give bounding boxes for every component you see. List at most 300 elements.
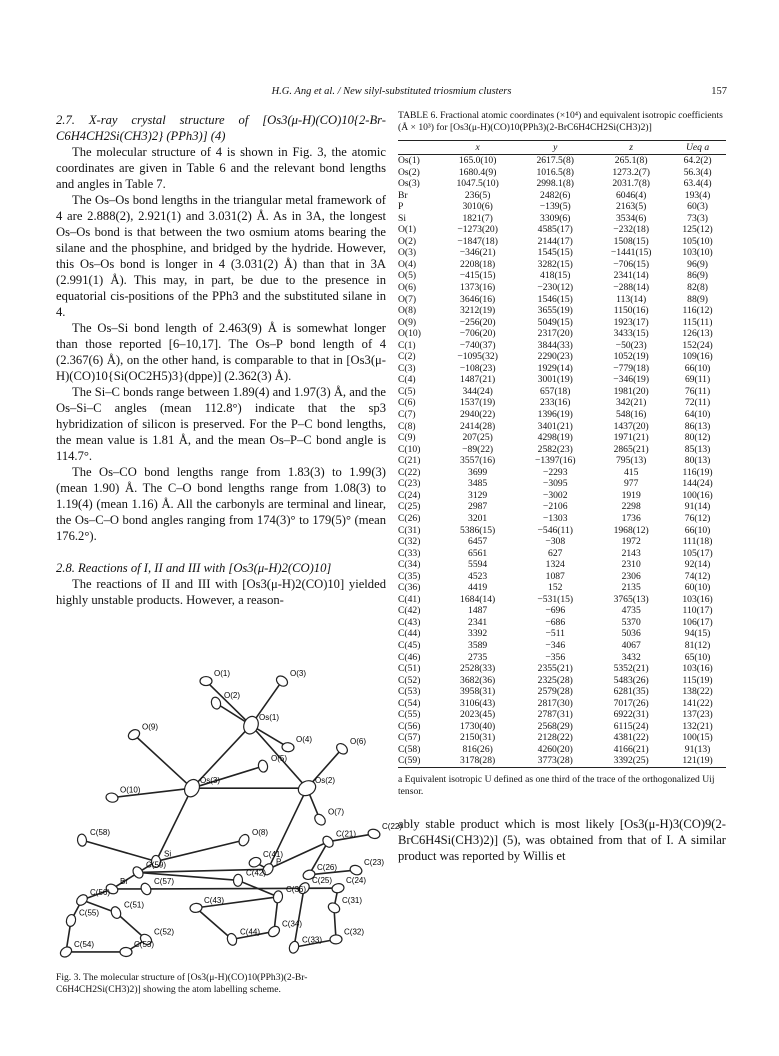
table-cell: 548(16) [615, 409, 647, 421]
atom-label: O(9) [142, 722, 158, 732]
coordinates-table [398, 140, 726, 768]
table-cell: 2150(31) [460, 732, 496, 744]
table-cell: 207(25) [462, 432, 493, 444]
atom-ellipsoid [131, 865, 145, 880]
table-cell: 5594 [468, 559, 488, 571]
atom-ellipsoid [288, 940, 300, 954]
atom-ellipsoid [75, 893, 90, 908]
table-row [398, 594, 726, 606]
table-row [398, 201, 726, 213]
table-row [398, 525, 726, 537]
table-cell: C(43) [398, 616, 421, 628]
table-cell: 86(9) [687, 270, 708, 282]
table-cell: C(8) [398, 420, 416, 432]
table-row [398, 652, 726, 664]
table-cell: −232(18) [613, 224, 650, 236]
table-cell: 152 [548, 582, 563, 594]
table-cell: 82(8) [687, 282, 708, 294]
table-row [398, 305, 726, 317]
table-cell: 2208(18) [460, 258, 496, 270]
table-cell: C(52) [398, 674, 421, 686]
table-cell: 126(13) [682, 328, 713, 340]
table-cell: O(5) [398, 270, 417, 282]
table-cell: Os(3) [398, 178, 420, 190]
table-cell: 816(26) [462, 743, 493, 755]
col-header-y: y [517, 141, 593, 155]
table-cell: 2135 [621, 582, 641, 594]
section-heading-2-7: 2.7. X-ray crystal structure of [Os3(μ-H)(CO)10{2-Br-C6H4CH2Si(CH3)2} (PPh3)] (4) [56, 113, 386, 143]
table-cell: −531(15) [537, 593, 574, 605]
atom-label: C(51) [124, 900, 145, 910]
table-row [398, 663, 726, 675]
table-cell: 344(24) [462, 385, 493, 397]
table-cell: 2310 [621, 559, 641, 571]
table-cell: 165.0(10) [458, 155, 497, 166]
table-cell: 81(12) [684, 639, 711, 651]
table-row [398, 374, 726, 386]
table-cell: 73(3) [687, 212, 708, 224]
table-cell: C(34) [398, 559, 421, 571]
atom-label: C(33) [302, 935, 323, 945]
table-cell: −546(11) [537, 524, 573, 536]
table-row [398, 444, 726, 456]
ortep-drawing [56, 648, 403, 963]
table-row [398, 282, 726, 294]
paragraph: The molecular structure of 4 is shown in Fig. 3, the atomic coordinates are given in Table 6 and the relevant bond lengths and angles in Table 7. [56, 145, 386, 191]
table-cell: 3129 [468, 489, 488, 501]
table-cell: C(10) [398, 443, 421, 455]
table-cell: 63.4(4) [683, 178, 712, 190]
table-cell: 2290(23) [537, 351, 573, 363]
table-cell: 1487(21) [460, 374, 496, 386]
table-cell: 2482(6) [540, 189, 571, 201]
table-cell: O(2) [398, 235, 417, 247]
table-cell: 1324 [545, 559, 565, 571]
table-cell: 1684(14) [460, 593, 496, 605]
table-cell: C(44) [398, 628, 421, 640]
atom-label: C(22) [382, 821, 403, 831]
table-cell: 115(19) [682, 674, 713, 686]
atom-ellipsoid [313, 812, 328, 827]
table-row [398, 755, 726, 767]
table-cell: 1919 [621, 489, 641, 501]
table-cell: C(26) [398, 512, 421, 524]
table-cell: 105(10) [682, 235, 713, 247]
atom-label: C(23) [364, 858, 385, 868]
atom-ellipsoid [210, 696, 222, 710]
table-row [398, 605, 726, 617]
table-cell: −696 [545, 605, 566, 617]
table-cell: O(4) [398, 258, 417, 270]
table-cell: 627 [548, 547, 563, 559]
table-cell: C(31) [398, 524, 421, 536]
atom-label: O(3) [290, 669, 306, 679]
table-cell: 60(3) [687, 201, 708, 213]
table-cell: C(45) [398, 639, 421, 651]
table-cell: 1437(20) [613, 420, 649, 432]
atom-label: O(2) [224, 691, 240, 701]
table-cell: C(21) [398, 455, 421, 467]
col-header-x: x [438, 141, 517, 155]
table-row [398, 548, 726, 560]
table-caption: TABLE 6. Fractional atomic coordinates (×10⁴) and equivalent isotropic coefficients (Å × 10³) for [Os3(μ-H)(CO)10(PPh3)(2-BrC6H4CH2Si(CH3)2)] [398, 110, 723, 133]
table-cell: 2582(23) [537, 443, 573, 455]
table-cell: 56.3(4) [683, 166, 712, 178]
table-cell: 4381(22) [613, 732, 649, 744]
table-cell: −3095 [542, 478, 568, 490]
table-cell: C(32) [398, 536, 421, 548]
table-cell: 233(16) [540, 397, 571, 409]
table-cell: −1273(20) [457, 224, 498, 236]
table-cell: 72(11) [684, 397, 711, 409]
atom-label: C(42) [246, 868, 267, 878]
table-cell: O(10) [398, 328, 421, 340]
table-row [398, 155, 726, 167]
table-cell: C(24) [398, 489, 421, 501]
table-cell: 1736 [621, 512, 641, 524]
table-cell: 1047.5(10) [456, 178, 499, 190]
table-cell: −1847(18) [457, 235, 498, 247]
table-cell: −706(15) [613, 258, 650, 270]
table-cell: 2528(33) [460, 663, 496, 675]
table-cell: 103(10) [682, 247, 713, 259]
table-cell: Os(2) [398, 166, 420, 178]
table-cell: 1546(15) [537, 293, 573, 305]
table-cell: 65(10) [684, 651, 711, 663]
table-cell: 80(13) [684, 455, 711, 467]
table-cell: 2568(29) [537, 720, 573, 732]
atom-label: C(57) [154, 876, 175, 886]
atom-ellipsoid [226, 932, 238, 946]
table-cell: 2341(14) [613, 270, 649, 282]
table-cell: C(9) [398, 432, 416, 444]
table-cell: 1537(19) [460, 397, 496, 409]
table-cell: C(53) [398, 686, 421, 698]
atom-label: P [276, 857, 282, 867]
table-cell: 3309(6) [540, 212, 571, 224]
table-cell: 115(11) [682, 316, 713, 328]
table-cell: −415(15) [459, 270, 496, 282]
atom-label: O(5) [271, 754, 287, 764]
table-cell: 76(12) [684, 512, 711, 524]
table-cell: C(46) [398, 651, 421, 663]
table-cell: Si [398, 212, 407, 224]
table-cell: 1730(40) [460, 720, 496, 732]
table-cell: 2163(5) [615, 201, 647, 213]
table-cell: 3106(43) [460, 697, 496, 709]
table-cell: 6281(35) [613, 686, 649, 698]
atom-label: C(58) [90, 828, 111, 838]
table-cell: C(58) [398, 743, 421, 755]
table-cell: 3773(28) [517, 755, 593, 767]
table-cell: −139(5) [539, 201, 571, 213]
table-cell: 4585(17) [537, 224, 573, 236]
table-cell: 116(12) [682, 305, 713, 317]
table-row [398, 501, 726, 513]
atom-label: C(44) [240, 927, 261, 937]
paragraph: The Si–C bonds range between 1.89(4) and 1.97(3) Å, and the Os–Si–C angles (mean 112.8°) indicate that the sp3 hybridization of silicon is preserved. For the P–C bond lengths, the mean value is 1.81 Å, and the mean Os–P–C bond angle is 114.7°. [56, 385, 386, 463]
table-cell: 2298 [621, 501, 641, 513]
table-cell: −1303 [542, 512, 568, 524]
table-row [398, 513, 726, 525]
table-cell: 110(17) [682, 605, 713, 617]
table-cell: 193(4) [684, 189, 711, 201]
atom-label: C(34) [282, 919, 303, 929]
atom-label: C(25) [312, 876, 333, 886]
table-cell: 80(12) [684, 432, 711, 444]
table-cell: 1487 [468, 605, 488, 617]
table-cell: 4735 [621, 605, 641, 617]
table-cell: 74(12) [684, 570, 711, 582]
table-cell: 3646(16) [460, 293, 496, 305]
table-cell: C(51) [398, 663, 421, 675]
table-row [398, 236, 726, 248]
table-cell: 6922(31) [613, 709, 649, 721]
table-row [398, 455, 726, 467]
table-cell: 265.1(8) [614, 155, 648, 166]
table-row [398, 397, 726, 409]
atom-label: O(7) [328, 807, 344, 817]
table-cell: 2617.5(8) [536, 155, 575, 166]
table-cell: 1396(19) [537, 409, 573, 421]
table-cell: 342(21) [615, 397, 647, 409]
table-cell: 4298(19) [537, 432, 573, 444]
table-row [398, 571, 726, 583]
atom-label: Os(3) [200, 776, 220, 786]
table-cell: 103(16) [682, 593, 713, 605]
table-cell: 3655(19) [537, 305, 573, 317]
table-cell: 415 [623, 466, 639, 478]
table-row [398, 698, 726, 710]
table-cell: 1273.2(7) [612, 166, 650, 178]
table-cell: 5370 [621, 616, 641, 628]
table-row [398, 721, 726, 733]
table-cell: 103(16) [682, 663, 713, 675]
table-cell: C(6) [398, 397, 416, 409]
table-row [398, 270, 726, 282]
atom-ellipsoid [330, 935, 342, 944]
atom-ellipsoid [331, 883, 345, 894]
table-cell: 3589 [468, 639, 488, 651]
table-cell: 111(18) [682, 536, 713, 548]
table-cell: 121(19) [669, 755, 726, 767]
table-cell: −740(37) [459, 339, 496, 351]
table-cell: C(22) [398, 466, 421, 478]
table-cell: 3401(21) [537, 420, 573, 432]
table-cell: C(56) [398, 720, 421, 732]
table-cell: 2325(28) [537, 674, 573, 686]
table-row [398, 351, 726, 363]
table-cell: 3282(15) [537, 258, 573, 270]
table-row [398, 340, 726, 352]
atom-ellipsoid [105, 792, 118, 803]
table-cell: 6115(24) [613, 720, 649, 732]
table-cell: O(9) [398, 316, 417, 328]
table-row [398, 247, 726, 259]
table-cell: 2341 [468, 616, 488, 628]
table-cell: 236(5) [464, 189, 491, 201]
table-cell: 66(10) [684, 524, 711, 536]
table-cell: C(25) [398, 501, 421, 513]
table-cell: 96(9) [687, 258, 708, 270]
atom-label: C(43) [204, 895, 225, 905]
table-cell: −256(20) [459, 316, 496, 328]
table-cell: 1016.5(8) [536, 166, 575, 178]
table-cell: 5036 [621, 628, 641, 640]
table-cell: 137(23) [682, 709, 713, 721]
paragraph: ably stable product which is most likely [Os3(μ-H)3(CO)9(2-BrC6H4Si(CH3)2)] (5), was obtained from that of I. A similar product was reported by Willis et [398, 816, 726, 863]
table-cell: 94(15) [684, 628, 711, 640]
table-cell: 100(15) [682, 732, 713, 744]
table-cell: 3699 [468, 466, 488, 478]
table-cell: −89(22) [462, 443, 494, 455]
table-cell: 2579(28) [537, 686, 573, 698]
atom-label: O(10) [120, 785, 141, 795]
table-cell: 6046(4) [615, 189, 647, 201]
table-row [398, 317, 726, 329]
table-cell: 2317(20) [537, 328, 573, 340]
table-cell: 3958(31) [460, 686, 496, 698]
atom-label: C(55) [79, 908, 100, 918]
table-row [398, 363, 726, 375]
atom-label: C(56) [90, 888, 111, 897]
atom-label: Os(1) [259, 713, 279, 723]
table-cell: 144(24) [682, 478, 713, 490]
table-cell: 4166(21) [613, 743, 649, 755]
table-row [398, 582, 726, 594]
table-cell: 100(16) [682, 489, 713, 501]
running-title: H.G. Ang et al. / New silyl-substituted triosmium clusters [271, 86, 512, 97]
running-header [56, 86, 727, 100]
table-row [398, 478, 726, 490]
right-column [398, 110, 726, 864]
table-cell: 6561 [468, 547, 488, 559]
table-cell: 1968(12) [613, 524, 649, 536]
table-cell: 1150(16) [613, 305, 649, 317]
paragraph: The reactions of II and III with [Os3(μ-H)2(CO)10] yielded highly unstable products. However, a reason- [56, 577, 386, 607]
table-cell: −686 [545, 616, 566, 628]
table-cell: 2987 [468, 501, 488, 513]
table-cell: 1972 [621, 536, 641, 548]
table-cell: 977 [623, 478, 639, 490]
atom-label: Os(2) [315, 776, 335, 786]
table-cell: 2998.1(8) [536, 178, 575, 190]
table-cell: 141(22) [682, 697, 713, 709]
table-cell: C(2) [398, 351, 416, 363]
table-cell: Os(1) [398, 155, 420, 166]
table-cell: 3201 [468, 512, 488, 524]
table-cell: 2023(45) [460, 709, 496, 721]
table-cell: 64(10) [684, 409, 711, 421]
table-cell: 2128(22) [537, 732, 573, 744]
table-row [398, 167, 726, 179]
table-cell: 3844(33) [537, 339, 573, 351]
table-row [398, 559, 726, 571]
col-header-atom [398, 141, 438, 155]
table-cell: −2106 [542, 501, 568, 513]
table-row [398, 686, 726, 698]
table-cell: 91(13) [684, 743, 711, 755]
table-cell: −1095(32) [457, 351, 498, 363]
table-cell: 3010(6) [462, 201, 493, 213]
table-cell: C(35) [398, 570, 421, 582]
bond-line [82, 840, 156, 861]
left-column [56, 112, 386, 608]
table-row [398, 224, 726, 236]
table-cell: 66(10) [684, 362, 711, 374]
table-cell: 1680.4(9) [458, 166, 497, 178]
bond-line [156, 788, 192, 861]
atom-label: C(31) [342, 895, 363, 905]
table-cell: 76(11) [684, 385, 711, 397]
table-cell: 3212(19) [460, 305, 496, 317]
table-cell: −288(14) [613, 282, 650, 294]
table-cell: 418(15) [540, 270, 571, 282]
table-row [398, 190, 726, 202]
table-cell: 64.2(2) [683, 155, 712, 166]
table-cell: 3765(13) [613, 593, 649, 605]
table-cell: O(1) [398, 224, 417, 236]
atom-ellipsoid [77, 834, 87, 847]
table-cell: C(36) [398, 582, 421, 594]
table-cell: C(57) [398, 732, 421, 744]
table-row [398, 617, 726, 629]
table-cell: 3392 [468, 628, 488, 640]
table-cell: 3001(19) [537, 374, 573, 386]
atom-ellipsoid [349, 864, 363, 877]
atom-label: O(6) [350, 736, 366, 746]
atom-label: C(41) [263, 850, 284, 860]
molecular-structure-figure [56, 648, 403, 968]
table-cell: −1397(16) [534, 455, 576, 467]
table-cell: C(54) [398, 697, 421, 709]
atom-label: C(52) [154, 927, 175, 937]
table-row [398, 213, 726, 225]
table-row [398, 178, 726, 190]
table-row [398, 421, 726, 433]
table-cell: C(59) [398, 755, 438, 767]
table-cell: C(33) [398, 547, 421, 559]
table-row [398, 628, 726, 640]
bond-line [196, 908, 232, 940]
table-cell: 2031.7(8) [612, 178, 650, 190]
table-cell: −356 [545, 651, 566, 663]
table-row [398, 259, 726, 271]
table-row [398, 386, 726, 398]
atom-ellipsoid [267, 924, 282, 939]
table-cell: 1971(21) [613, 432, 649, 444]
atom-label: C(21) [336, 829, 357, 839]
table-cell: 7017(26) [613, 697, 649, 709]
table-cell: −108(23) [459, 362, 496, 374]
atom-ellipsoid [275, 674, 290, 688]
table-cell: 2817(30) [537, 697, 573, 709]
table-cell: 85(13) [684, 443, 711, 455]
atom-ellipsoid [200, 677, 212, 686]
table-cell: 2306 [621, 570, 641, 582]
atom-label: C(24) [346, 876, 367, 886]
table-row [398, 536, 726, 548]
table-row [398, 409, 726, 421]
table-cell: Br [398, 189, 408, 201]
atom-ellipsoid [59, 945, 74, 959]
atom-label: C(53) [134, 939, 155, 949]
atom-label: O(8) [252, 828, 268, 838]
table-cell: −2293 [542, 466, 568, 478]
table-cell: 3485 [468, 478, 488, 490]
table-cell: 6457 [468, 536, 488, 548]
table-cell: 1508(15) [613, 235, 649, 247]
